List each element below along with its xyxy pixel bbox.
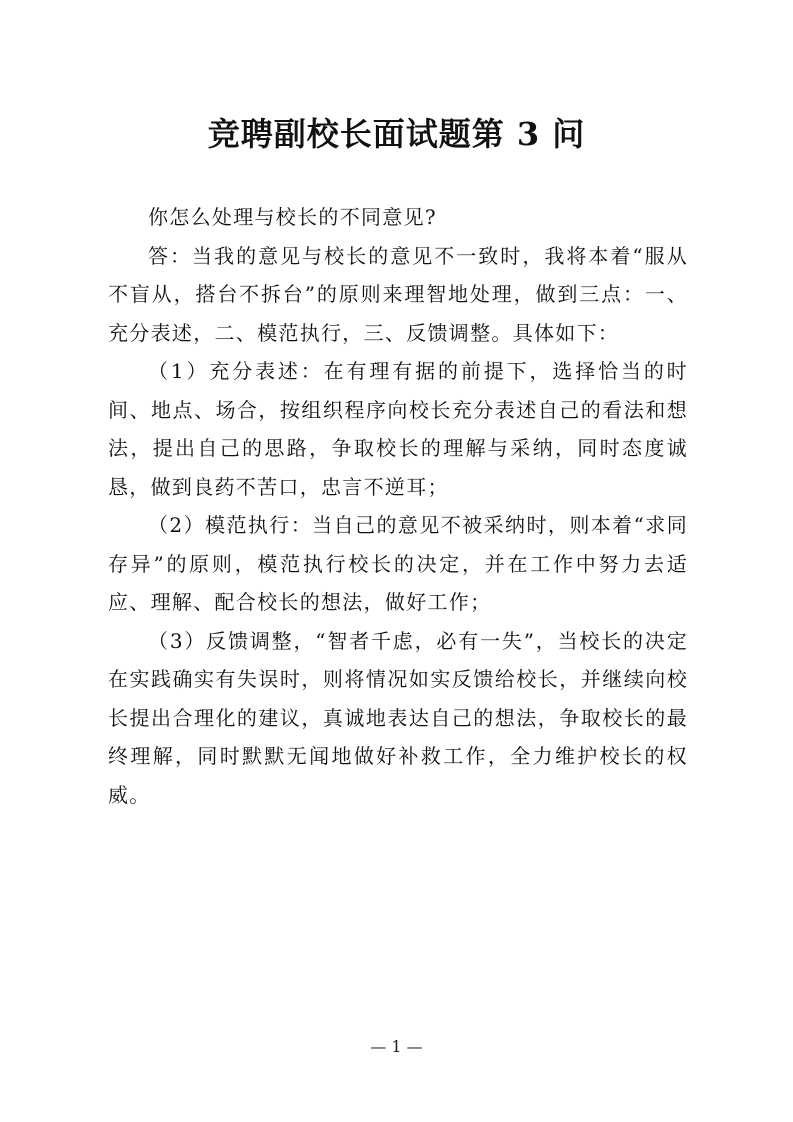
document-body <box>108 198 688 814</box>
point-3-paragraph: （3）反馈调整，“智者千虑，必有一失”，当校长的决定在实践确实有失误时，则将情况如实反馈给校长，并继续向校长提出合理化的建议，真诚地表达自己的想法，争取校长的最终理解，同时默默无闻地做好补救工作，全力维护校长的权威。 <box>108 628 688 807</box>
point-2-paragraph: （2）模范执行：当自己的意见不被采纳时，则本着“求同存异”的原则，模范执行校长的决定，并在工作中努力去适应、理解、配合校长的想法，做好工作； <box>108 513 688 614</box>
question-paragraph: 你怎么处理与校长的不同意见? <box>148 205 437 229</box>
point-1-paragraph: （1）充分表述：在有理有据的前提下，选择恰当的时间、地点、场合，按组织程序向校长充分表述自己的看法和想法，提出自己的思路，争取校长的理解与采纳，同时态度诚恳，做到良药不苦口，忠言不逆耳； <box>108 359 688 499</box>
page-number: — 1 — <box>370 1037 423 1056</box>
answer-intro-paragraph: 答：当我的意见与校长的意见不一致时，我将本着“服从不盲从，搭台不拆台”的原则来理智地处理，做到三点：一、充分表述，二、模范执行，三、反馈调整。具体如下： <box>108 243 688 345</box>
document-title: 竞聘副校长面试题第 3 问 <box>207 115 586 153</box>
